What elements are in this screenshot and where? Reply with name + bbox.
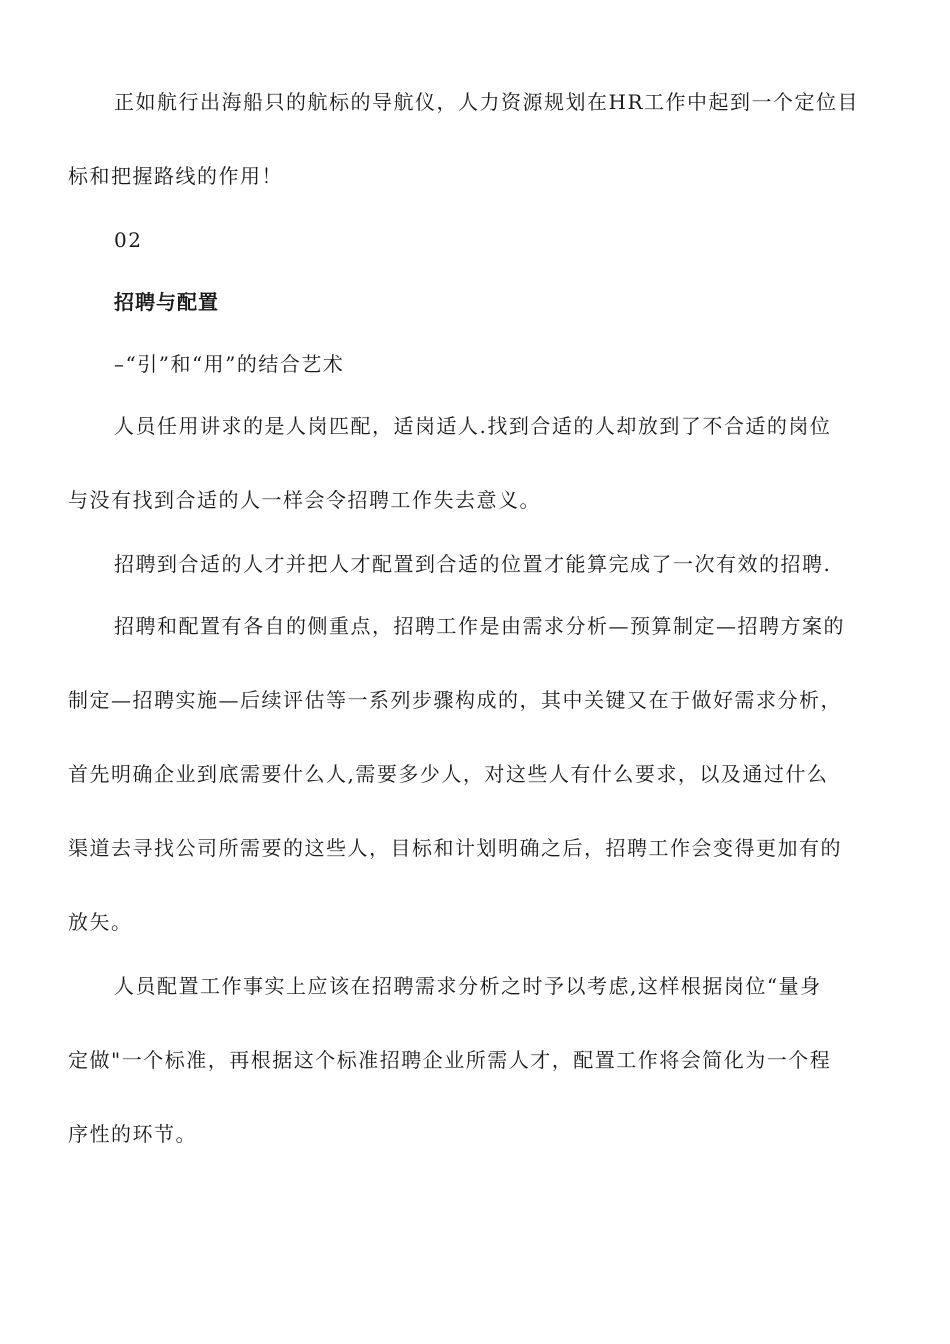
- paragraph-2-line-1: 人员任用讲求的是人岗匹配，适岗适人.找到合适的人却放到了不合适的岗位: [114, 414, 832, 438]
- paragraph-5-line-3: 序性的环节。: [68, 1122, 197, 1146]
- section-number: 02: [114, 228, 143, 252]
- paragraph-4-line-3: 首先明确企业到底需要什么人,需要多少人，对这些人有什么要求，以及通过什么: [68, 762, 829, 786]
- paragraph-4-line-1: 招聘和配置有各自的侧重点，招聘工作是由需求分析—预算制定—招聘方案的: [114, 614, 845, 638]
- section-title: 招聘与配置: [114, 290, 219, 314]
- paragraph-5-line-1: 人员配置工作事实上应该在招聘需求分析之时予以考虑,这样根据岗位“量身: [114, 974, 822, 998]
- paragraph-2-line-2: 与没有找到合适的人一样会令招聘工作失去意义。: [68, 488, 541, 512]
- paragraph-5-line-2: 定做"一个标准，再根据这个标准招聘企业所需人才，配置工作将会简化为一个程: [68, 1048, 832, 1072]
- paragraph-4-line-2: 制定—招聘实施—后续评估等一系列步骤构成的，其中关键又在于做好需求分析，: [68, 688, 842, 712]
- section-subtitle: –“引”和“用”的结合艺术: [114, 352, 345, 376]
- paragraph-1-line-1: 正如航行出海船只的航标的导航仪，人力资源规划在HR工作中起到一个定位目: [114, 90, 859, 114]
- paragraph-1-line-2: 标和把握路线的作用！: [68, 164, 283, 188]
- paragraph-4-line-4: 渠道去寻找公司所需要的这些人，目标和计划明确之后，招聘工作会变得更加有的: [68, 836, 842, 860]
- paragraph-4-line-5: 放矢。: [68, 910, 133, 934]
- paragraph-3-line-1: 招聘到合适的人才并把人才配置到合适的位置才能算完成了一次有效的招聘.: [114, 552, 832, 576]
